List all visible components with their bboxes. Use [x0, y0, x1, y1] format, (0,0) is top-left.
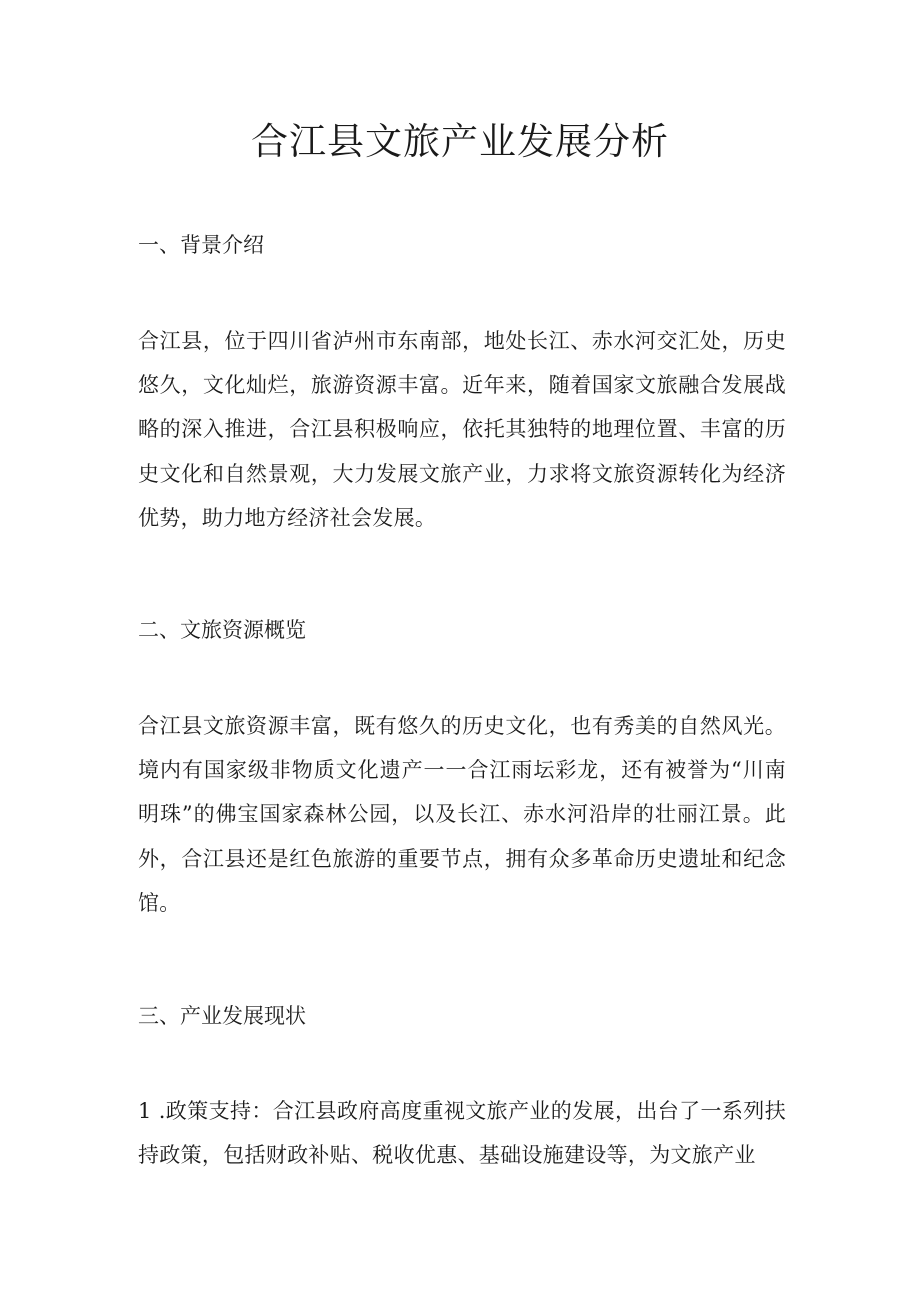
paragraph-status: 1 .政策支持：合江县政府高度重视文旅产业的发展，出台了一系列扶持政策，包括财政补贴、税收优惠、基础设施建设等，为文旅产业 [138, 1099, 786, 1168]
paragraph-background: 合江县，位于四川省泸州市东南部，地处长江、赤水河交汇处，历史悠久，文化灿烂，旅游资源丰富。近年来，随着国家文旅融合发展战略的深入推进，合江县积极响应，依托其独特的地理位置、丰富的历史文化和自然景观，大力发展文旅产业，力求将文旅资源转化为经济优势，助力地方经济社会发展。 [138, 329, 786, 530]
document-title: 合江县文旅产业发展分析 [251, 120, 669, 163]
section-heading-status: 三、产业发展现状 [138, 1004, 306, 1028]
section-heading-background: 一、背景介绍 [138, 233, 264, 257]
paragraph-resources: 合江县文旅资源丰富，既有悠久的历史文化，也有秀美的自然风光。境内有国家级非物质文化遗产一一合江雨坛彩龙，还有被誉为“川南明珠”的佛宝国家森林公园，以及长江、赤水河沿岸的壮丽江景。此外，合江县还是红色旅游的重要节点，拥有众多革命历史遗址和纪念馆。 [138, 714, 786, 915]
section-heading-resources: 二、文旅资源概览 [138, 618, 306, 642]
